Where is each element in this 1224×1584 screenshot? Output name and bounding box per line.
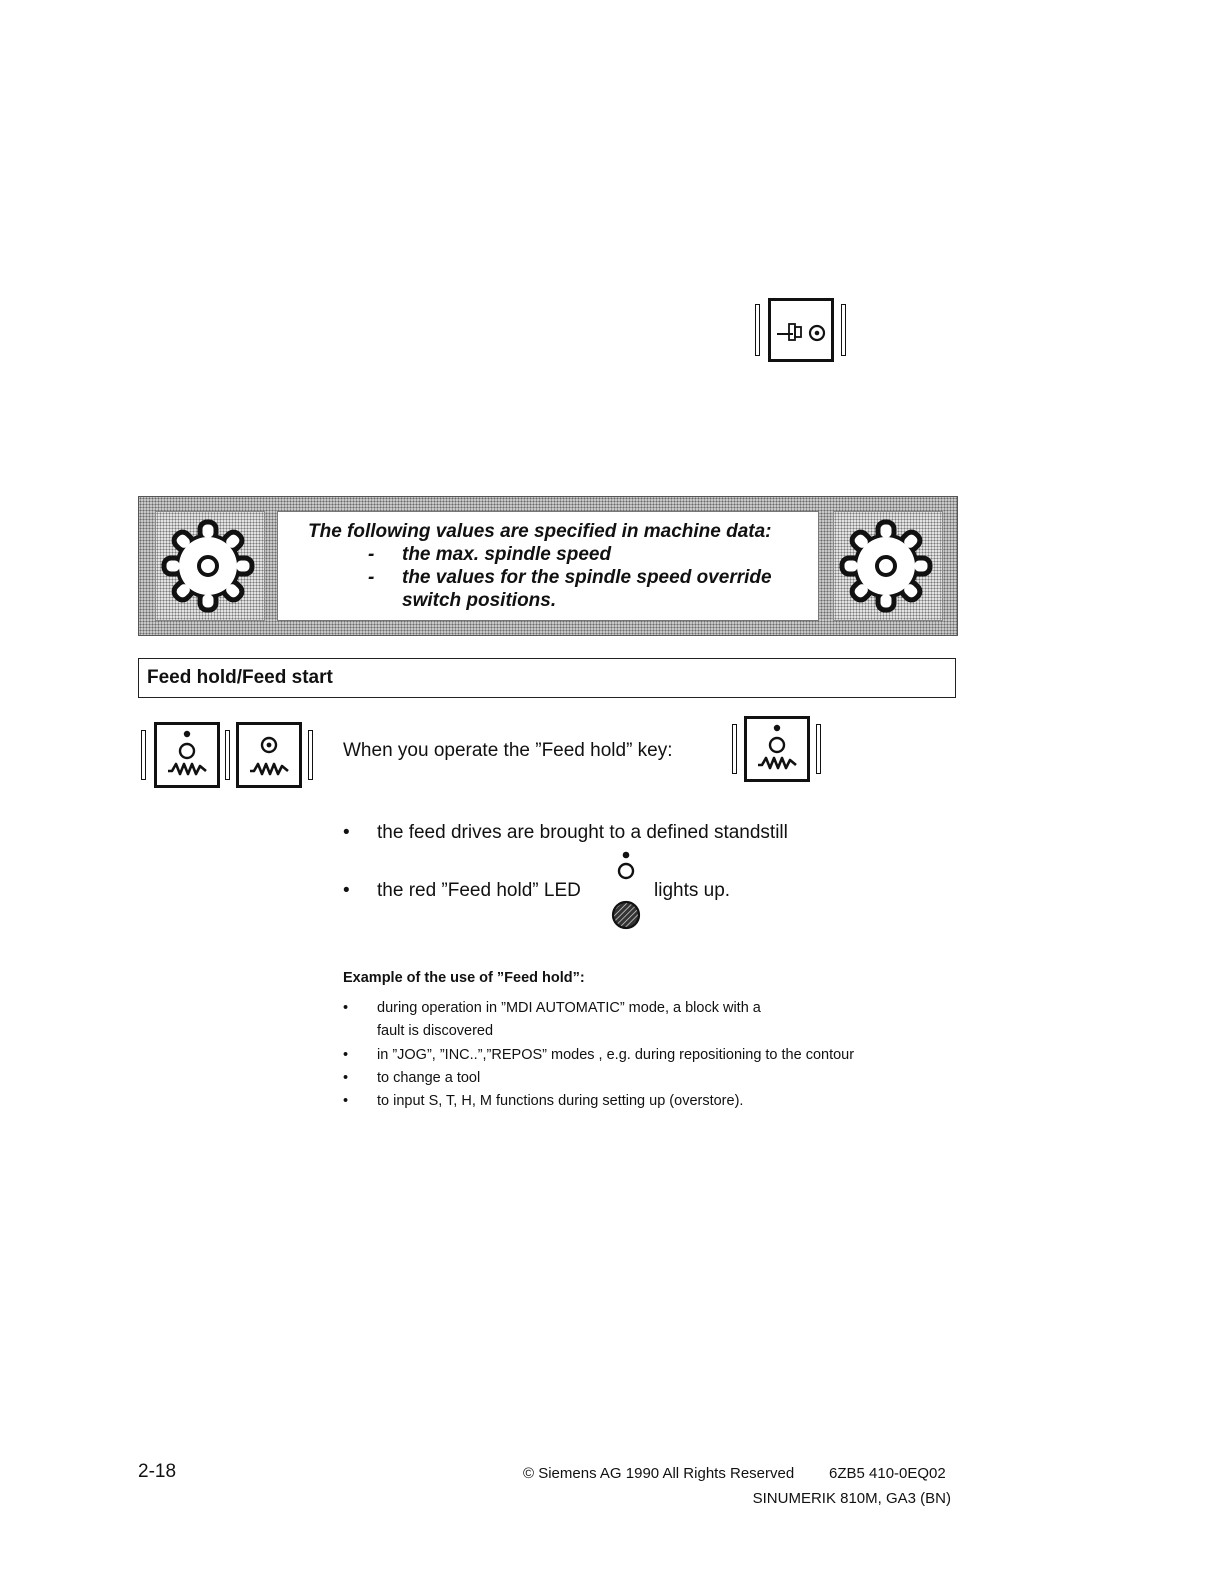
gear-icon — [831, 511, 941, 621]
example-item: during operation in ”MDI AUTOMATIC” mode, a block with a — [377, 1000, 761, 1016]
feed-keys-group — [138, 722, 318, 790]
example-item: to input S, T, H, M functions during setting up (overstore). — [377, 1093, 744, 1109]
feed-bullet-2-after: lights up. — [654, 880, 731, 901]
machine-data-note — [138, 496, 958, 636]
feed-hold-intro: When you operate the ”Feed hold” key: — [343, 740, 673, 761]
feed-hold-key-icon — [744, 716, 810, 782]
feed-bullet-2-before: the red ”Feed hold” LED — [377, 880, 581, 901]
bullet-marker: • — [343, 1070, 349, 1086]
section-title: Feed hold/Feed start — [138, 658, 956, 698]
spindle-key-icon — [752, 298, 852, 364]
product-name: SINUMERIK 810M, GA3 (BN) — [752, 1490, 951, 1507]
bullet-marker: • — [343, 880, 350, 901]
note-item-text: the values for the spindle speed override — [402, 567, 772, 588]
note-line-1: The following values are specified in machine data: — [308, 521, 772, 542]
example-heading: Example of the use of ”Feed hold”: — [343, 970, 585, 986]
page-number: 2-18 — [138, 1461, 177, 1482]
note-item-2-cont — [278, 589, 820, 612]
doc-number: 6ZB5 410-0EQ02 — [829, 1465, 946, 1482]
note-dash: - — [368, 544, 375, 565]
note-item-text: switch positions. — [402, 590, 557, 611]
note-item-2 — [278, 566, 820, 589]
feed-hold-key-inline — [730, 716, 826, 784]
copyright: © Siemens AG 1990 All Rights Reserved — [523, 1465, 795, 1482]
example-item-cont: fault is discovered — [377, 1023, 494, 1039]
note-dash: - — [368, 567, 375, 588]
gear-icon — [153, 511, 263, 621]
gear-panel-left — [155, 511, 265, 621]
bullet-marker: • — [343, 1047, 349, 1063]
feed-hold-led-icon — [608, 848, 644, 934]
note-item-1 — [278, 543, 820, 566]
feed-bullet-1: the feed drives are brought to a defined standstill — [377, 822, 788, 843]
example-item: in ”JOG”, ”INC..”,”REPOS” modes , e.g. during repositioning to the contour — [377, 1047, 855, 1063]
example-item: to change a tool — [377, 1070, 481, 1086]
note-text-panel — [277, 511, 819, 621]
feed-hold-key-icon — [154, 722, 220, 788]
gear-panel-right — [833, 511, 943, 621]
bullet-marker: • — [343, 822, 350, 843]
note-item-text: the max. spindle speed — [402, 544, 612, 565]
feed-start-key-icon — [236, 722, 302, 788]
bullet-marker: • — [343, 1000, 349, 1016]
bullet-marker: • — [343, 1093, 349, 1109]
